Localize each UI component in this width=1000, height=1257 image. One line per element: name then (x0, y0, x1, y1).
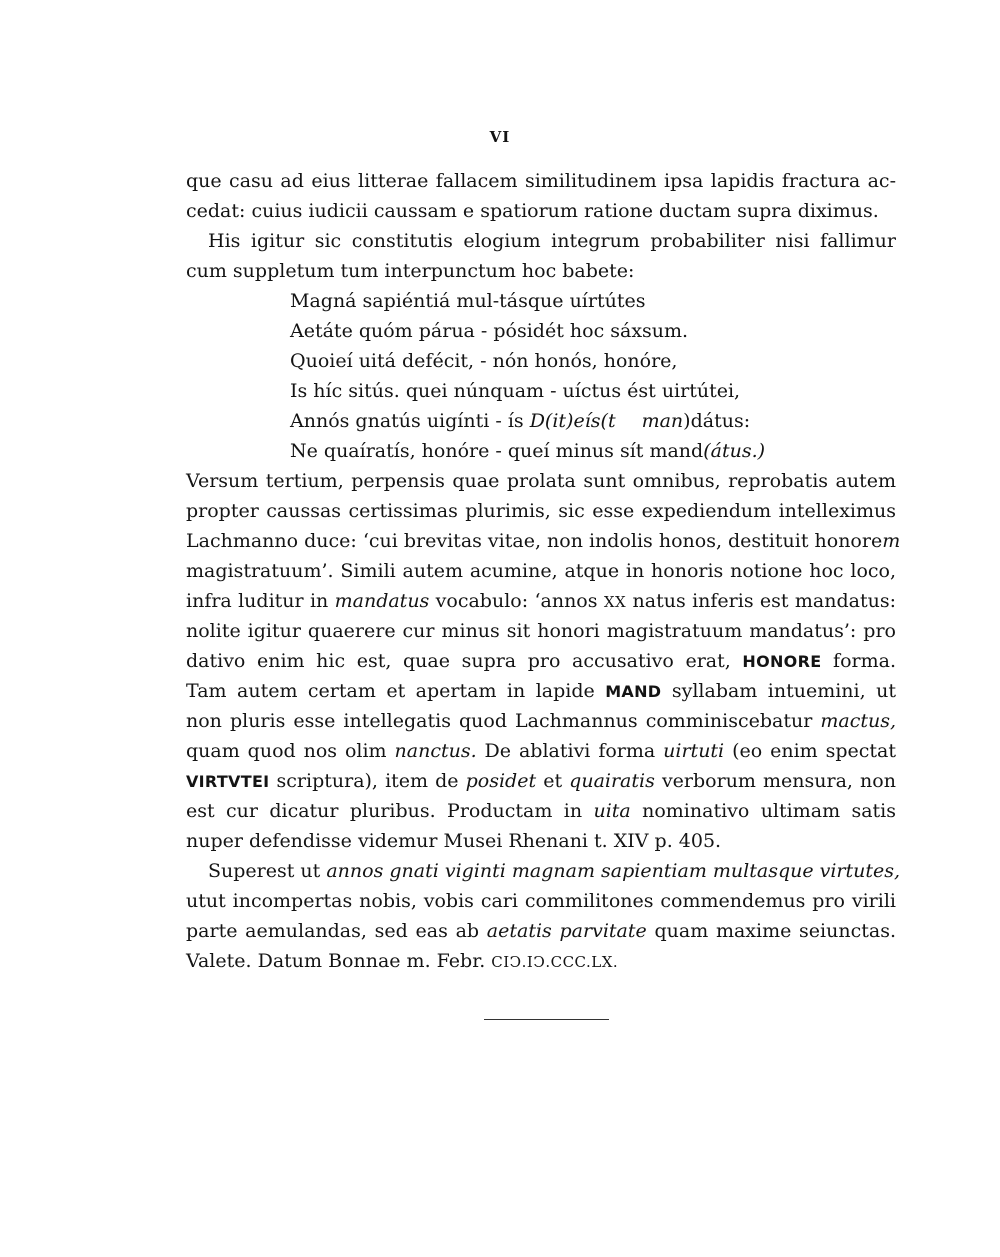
verse-line: Annós gnatús uigínti - ís D(it)eís(t man)dátus: (290, 410, 751, 432)
closing-rule (484, 1019, 609, 1020)
text-line: non pluris esse intellegatis quod Lachmannus comminiscebatur mactus, (186, 710, 896, 732)
text-line: Lachmanno duce: ‘cui brevitas vitae, non indolis honos, destituit honorem (186, 530, 901, 552)
text-line: dativo enim hic est, quae supra pro accusativo erat, HONORE forma. (186, 650, 896, 672)
page-number: VI (489, 128, 511, 146)
text-line: Valete. Datum Bonnae m. Febr. CIↃ.IↃ.CCC.LX. (186, 950, 619, 972)
text-line: utut incompertas nobis, vobis cari commilitones commendemus pro virili (186, 890, 896, 912)
text-line: cedat: cuius iudicii caussam e spatiorum ratione ductam supra diximus. (186, 200, 879, 222)
text-line: VIRTVTEI scriptura), item de posidet et quairatis verborum mensura, non (186, 770, 896, 792)
verse-line: Is híc sitús. quei núnquam - uíctus ést uirtútei, (290, 380, 741, 402)
text-line: nuper defendisse videmur Musei Rhenani t. XIV p. 405. (186, 830, 722, 852)
text-line: His igitur sic constitutis elogium integrum probabiliter nisi fallimur (208, 230, 896, 252)
text-line: cum suppletum tum interpunctum hoc babete: (186, 260, 635, 282)
text-line: parte aemulandas, sed eas ab aetatis parvitate quam maxime seiunctas. (186, 920, 897, 942)
text-line: Tam autem certam et apertam in lapide MAND syllabam intuemini, ut (186, 680, 896, 702)
text-line: que casu ad eius litterae fallacem similitudinem ipsa lapidis fractura ac- (186, 170, 896, 192)
text-line: nolite igitur quaerere cur minus sit honori magistratuum mandatus’: pro (186, 620, 896, 642)
text-line: magistratuum’. Simili autem acumine, atque in honoris notione hoc loco, (186, 560, 896, 582)
text-line: Versum tertium, perpensis quae prolata sunt omnibus, reprobatis autem (186, 470, 896, 492)
text-line: Superest ut annos gnati viginti magnam sapientiam multasque virtutes, (208, 860, 901, 882)
text-line: est cur dicatur pluribus. Productam in uita nominativo ultimam satis (186, 800, 896, 822)
text-line: quam quod nos olim nanctus. De ablativi forma uirtuti (eo enim spectat (186, 740, 897, 762)
verse-line: Ne quaíratís, honóre - queí minus sít mand(átus.) (290, 440, 766, 462)
text-line: infra luditur in mandatus vocabulo: ‘annos XX natus inferis est mandatus: (186, 590, 896, 612)
text-line: propter caussas certissimas plurimis, sic esse expediendum intelleximus (186, 500, 896, 522)
verse-line: Magná sapiéntiá mul-tásque uírtútes (290, 290, 646, 312)
verse-line: Quoieí uitá defécit, - nón honós, honóre, (290, 350, 678, 372)
verse-line: Aetáte quóm párua - pósidét hoc sáxsum. (290, 320, 689, 342)
